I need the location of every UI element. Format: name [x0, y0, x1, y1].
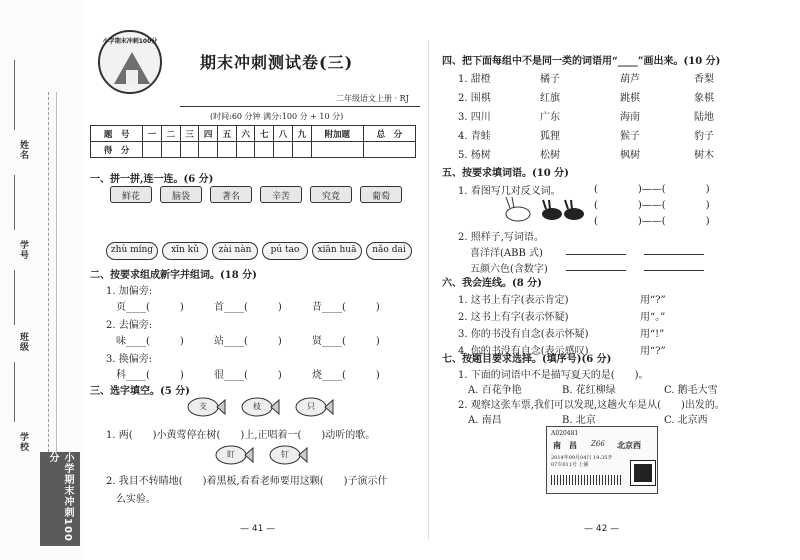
- q4-word[interactable]: 3. 四川: [458, 112, 491, 123]
- q4-word[interactable]: 2. 围棋: [458, 93, 491, 104]
- school-blank: [14, 362, 15, 422]
- score-head-cell: 题 号: [91, 126, 143, 142]
- answer-line[interactable]: [566, 254, 626, 255]
- score-cell[interactable]: [236, 142, 255, 158]
- score-head-cell: 六: [236, 126, 255, 142]
- score-cell[interactable]: [274, 142, 293, 158]
- logo-text: 小学期末冲刺100分: [102, 38, 158, 45]
- page-title: 期末冲刺测试卷(三): [200, 53, 354, 72]
- word-card[interactable]: 脑袋: [160, 186, 202, 203]
- score-cell[interactable]: [143, 142, 162, 158]
- q6-left-item[interactable]: 3. 你的书没有自念(表示怀疑): [458, 329, 589, 340]
- q7-option[interactable]: B. 花红柳绿: [562, 385, 616, 396]
- q2-sub-label: 3. 换偏旁:: [106, 354, 153, 365]
- q2-item[interactable]: 页____( ): [116, 302, 184, 313]
- name-blank: [14, 60, 15, 130]
- pinyin-cloud[interactable]: zhù míng: [106, 242, 158, 260]
- page-number-right: — 42 —: [584, 524, 620, 534]
- class-blank: [14, 270, 15, 325]
- q6-left-item[interactable]: 2. 这书上有字(表示怀疑): [458, 312, 569, 323]
- q7-question-1: 1. 下面的词语中不是描写夏天的是( )。: [458, 370, 649, 381]
- q7-option[interactable]: B. 北京: [562, 415, 596, 426]
- q2-item[interactable]: 味____( ): [116, 336, 184, 347]
- q4-word[interactable]: 跳棋: [620, 93, 640, 104]
- train-ticket: [546, 426, 658, 494]
- word-card[interactable]: 著名: [210, 186, 252, 203]
- q4-word[interactable]: 1. 甜橙: [458, 74, 491, 85]
- exam-meta: (时间:60 分钟 满分:100 分 + 10 分): [210, 112, 344, 121]
- grade-label: 二年级语文上册 · RJ: [336, 94, 409, 103]
- score-head-cell: 八: [274, 126, 293, 142]
- q2-sub-label: 1. 加偏旁:: [106, 286, 153, 297]
- q6-right-item[interactable]: 用“?”: [640, 295, 666, 306]
- answer-line[interactable]: [566, 270, 626, 271]
- class-label: 班级: [18, 332, 28, 352]
- q3-title: 三、选字填空。(5 分): [90, 386, 190, 397]
- q2-item[interactable]: 很____( ): [214, 370, 282, 381]
- score-cell[interactable]: [161, 142, 180, 158]
- score-head-cell: 三: [180, 126, 199, 142]
- fish-char: 支: [199, 402, 207, 411]
- q4-word[interactable]: 红旗: [540, 93, 560, 104]
- answer-line[interactable]: [644, 270, 704, 271]
- q4-title: 四、把下面每组中不是同一类的词语用“____”画出来。(10 分): [442, 56, 721, 67]
- q2-item[interactable]: 站____( ): [214, 336, 282, 347]
- q5-sub1: 1. 看图写几对反义词。: [458, 186, 561, 197]
- score-cell[interactable]: [180, 142, 199, 158]
- q5-example: 五颜六色(含数字): [470, 264, 548, 275]
- fish-card[interactable]: [214, 444, 254, 466]
- q6-right-item[interactable]: 用“!”: [640, 329, 665, 340]
- q6-left-item[interactable]: 1. 这书上有字(表示肯定): [458, 295, 569, 306]
- fish-card[interactable]: [268, 444, 308, 466]
- page-number-left: — 41 —: [240, 524, 276, 534]
- word-card[interactable]: 辛苦: [260, 186, 302, 203]
- q2-item[interactable]: 昔____( ): [312, 302, 380, 313]
- ticket-code: A020481: [551, 430, 579, 437]
- q7-option[interactable]: C. 鹅毛大雪: [664, 385, 718, 396]
- pinyin-cloud[interactable]: zài nàn: [212, 242, 258, 260]
- q7-question-2: 2. 观察这张车票,我们可以发现,这趟火车是从( )出发的。: [458, 400, 725, 411]
- word-card[interactable]: 究竟: [310, 186, 352, 203]
- pinyin-cloud[interactable]: xiān huā: [312, 242, 362, 260]
- fish-card[interactable]: [186, 396, 226, 418]
- cut-line: [48, 92, 49, 452]
- name-label: 姓名: [18, 140, 28, 160]
- ticket-train: Z66: [591, 440, 605, 448]
- q3-sentence-2-cont: 么实验。: [116, 494, 156, 505]
- score-value-row: [91, 142, 416, 158]
- q4-word[interactable]: 枫树: [620, 150, 640, 161]
- q2-item[interactable]: 首____( ): [214, 302, 282, 313]
- q7-option[interactable]: A. 百花争艳: [468, 385, 522, 396]
- q4-word[interactable]: 松树: [540, 150, 560, 161]
- score-cell[interactable]: [363, 142, 415, 158]
- q3-sentence-2: 2. 我目不转睛地( )着黑板,看看老师要用这颗( )子演示什: [106, 476, 388, 487]
- q5-example: 喜洋洋(ABB 式): [470, 248, 543, 259]
- score-head-cell: 一: [143, 126, 162, 142]
- q5-sub2: 2. 照样子,写词语。: [458, 232, 544, 243]
- q4-word[interactable]: 葫芦: [620, 74, 640, 85]
- q4-word[interactable]: 陆地: [694, 112, 714, 123]
- score-table: [90, 125, 416, 158]
- school-label: 学校: [18, 432, 28, 452]
- brand-tab: 小学期末冲刺100分: [40, 452, 80, 546]
- antonym-pair[interactable]: ( )——( ): [594, 200, 710, 211]
- q4-word[interactable]: 4. 青蛙: [458, 131, 491, 142]
- answer-line[interactable]: [644, 254, 704, 255]
- antonym-pair[interactable]: ( )——( ): [594, 184, 710, 195]
- q4-word[interactable]: 橘子: [540, 74, 560, 85]
- q7-option[interactable]: C. 北京西: [664, 415, 708, 426]
- antonym-pair[interactable]: ( )——( ): [594, 216, 710, 227]
- score-cell[interactable]: [292, 142, 311, 158]
- score-head-cell: 九: [292, 126, 311, 142]
- q2-title: 二、按要求组成新字并组词。(18 分): [90, 270, 257, 281]
- pinyin-cloud[interactable]: nǎo dai: [366, 242, 412, 260]
- fish-card[interactable]: [240, 396, 280, 418]
- score-head-cell: 七: [255, 126, 274, 142]
- fish-char: 只: [307, 402, 315, 411]
- q6-right-item[interactable]: 用“?”: [640, 346, 666, 357]
- word-card[interactable]: 鲜花: [110, 186, 152, 203]
- q4-word[interactable]: 海南: [620, 112, 640, 123]
- student-id-label: 学号: [18, 240, 28, 260]
- header-rule: [180, 106, 420, 107]
- score-head-cell: 四: [199, 126, 218, 142]
- score-cell[interactable]: [255, 142, 274, 158]
- q4-word[interactable]: 5. 杨树: [458, 150, 491, 161]
- q6-left-item[interactable]: 4. 你的书没有自念(表示感叹): [458, 346, 589, 357]
- qr-code-icon: [631, 461, 655, 485]
- q4-word[interactable]: 广东: [540, 112, 560, 123]
- q3-sentence-1: 1. 两( )小黄莺停在树( )上,正唱着一( )动听的歌。: [106, 430, 376, 441]
- score-head-cell: 附加题: [311, 126, 363, 142]
- student-id-blank: [14, 175, 15, 230]
- score-cell[interactable]: [218, 142, 237, 158]
- ticket-barcode: [551, 475, 623, 485]
- q7-title: 七、按题目要求选择。(填序号)(6 分): [442, 354, 612, 365]
- q6-title: 六、我会连线。(8 分): [442, 278, 542, 289]
- q1-title: 一、拼一拼,连一连。(6 分): [90, 174, 214, 185]
- pinyin-cloud[interactable]: xīn kǔ: [162, 242, 208, 260]
- q4-word[interactable]: 香梨: [694, 74, 714, 85]
- score-head-cell: 五: [218, 126, 237, 142]
- q7-option[interactable]: A. 南昌: [468, 415, 502, 426]
- score-row-label: 得 分: [91, 142, 143, 158]
- ticket-to: 北京西: [617, 440, 641, 450]
- rabbits-illustration: [500, 196, 588, 222]
- q4-word[interactable]: 豹子: [694, 131, 714, 142]
- binding-line: [56, 92, 57, 452]
- q4-word[interactable]: 狐狸: [540, 131, 560, 142]
- score-head-cell: 总 分: [363, 126, 415, 142]
- fish-char: 枝: [253, 402, 261, 411]
- score-cell[interactable]: [199, 142, 218, 158]
- q4-word[interactable]: 猴子: [620, 131, 640, 142]
- binding-strip: [0, 0, 84, 560]
- fish-char: 盯: [227, 450, 235, 459]
- q6-right-item[interactable]: 用“。”: [640, 312, 666, 323]
- pinyin-cloud[interactable]: pú tao: [262, 242, 308, 260]
- q4-word[interactable]: 树木: [694, 150, 714, 161]
- q4-word[interactable]: 象棋: [694, 93, 714, 104]
- ticket-from: 南 昌: [553, 440, 577, 450]
- q2-item[interactable]: 贤____( ): [312, 336, 380, 347]
- q2-sub-label: 2. 去偏旁:: [106, 320, 153, 331]
- q5-title: 五、按要求填词语。(10 分): [442, 168, 569, 179]
- q2-item[interactable]: 科____( ): [116, 370, 184, 381]
- fish-char: 钉: [281, 450, 289, 459]
- q2-item[interactable]: 烧____( ): [312, 370, 380, 381]
- page-divider: [428, 40, 429, 540]
- score-header-row: [91, 126, 416, 142]
- fish-card[interactable]: [294, 396, 334, 418]
- score-cell[interactable]: [311, 142, 363, 158]
- word-card[interactable]: 葡萄: [360, 186, 402, 203]
- ticket-info: 2014年09月04日 19:35开 07车011号 上铺: [551, 455, 618, 468]
- score-head-cell: 二: [161, 126, 180, 142]
